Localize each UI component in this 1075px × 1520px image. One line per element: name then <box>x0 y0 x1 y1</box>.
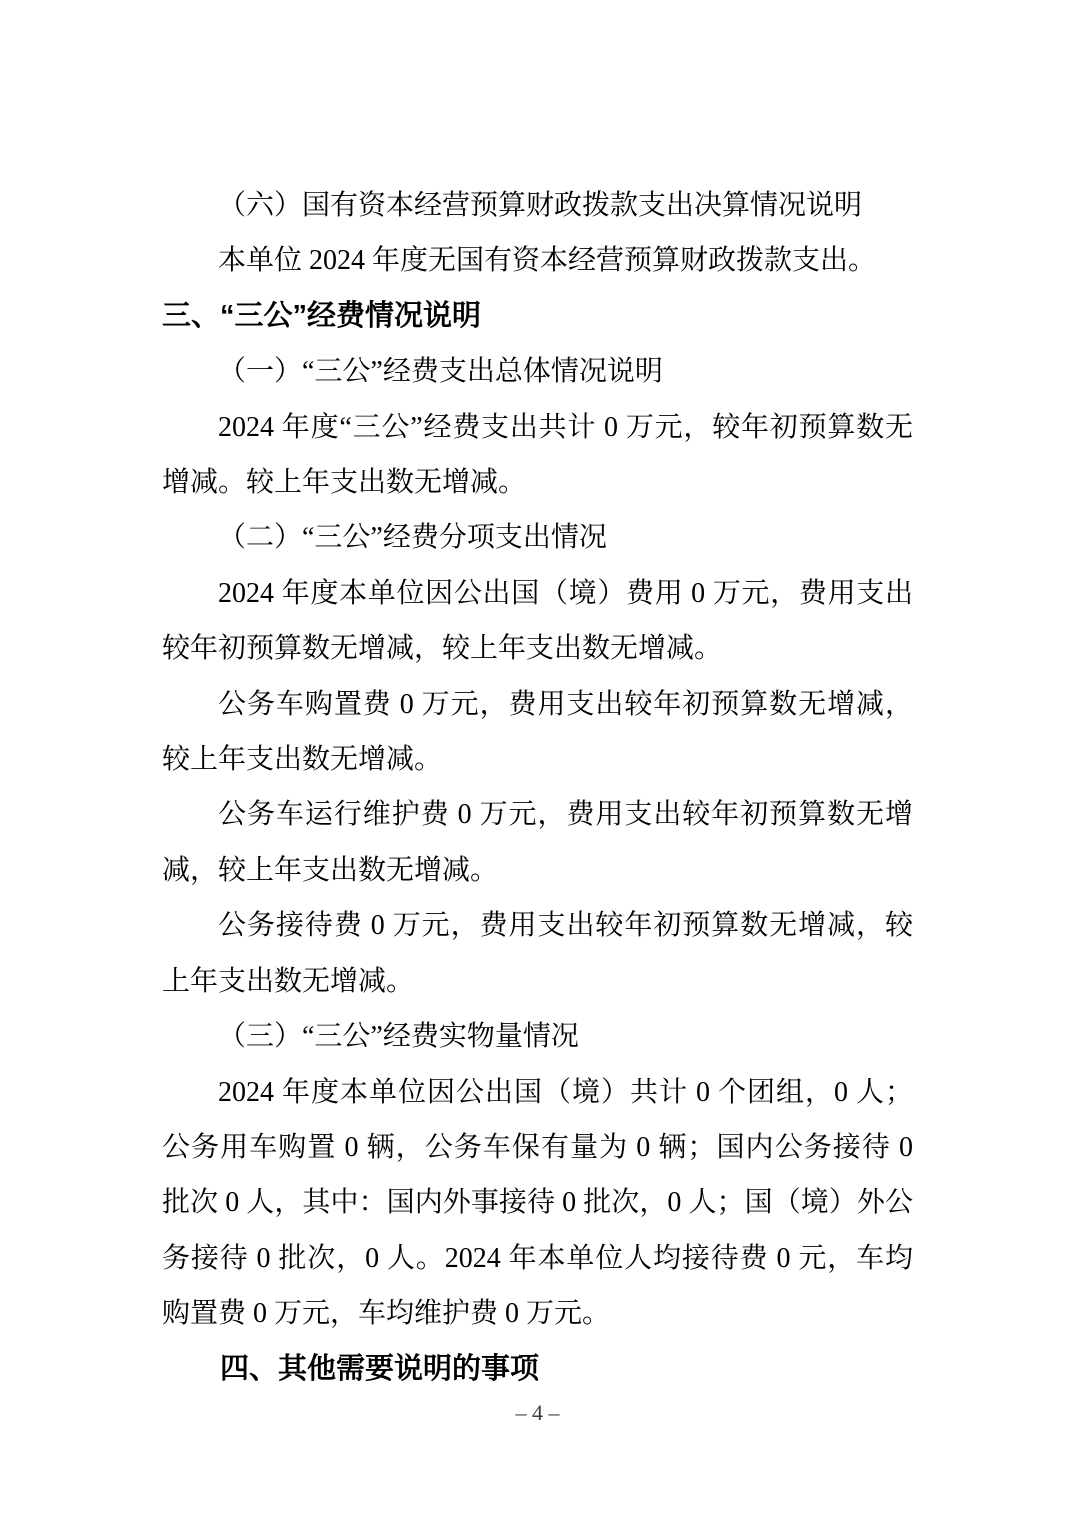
paragraph-vehicle-maintenance-expense: 公务车运行维护费 0 万元，费用支出较年初预算数无增减，较上年支出数无增减。 <box>162 799 913 886</box>
subheading-state-capital-expense: （六）国有资本经营预算财政拨款支出决算情况说明 <box>218 190 863 221</box>
page-content <box>162 178 913 1397</box>
paragraph-physical-quantity: 2024 年度本单位因公出国（境）共计 0 个团组，0 人；公务用车购置 0 辆，公务车保有量为 0 辆；国内公务接待 0 批次 0 人，其中：国内外事接待 0 批次，0 人；国（境）外公务接待 0 批次，0 人。2024 年本单位人均接待费 0 元，车均购置费 0 万元，车均维护费 0 万元。 <box>162 1076 913 1330</box>
paragraph-vehicle-purchase-expense: 公务车购置费 0 万元，费用支出较年初预算数无增减，较上年支出数无增减。 <box>162 688 913 776</box>
paragraph-state-capital-expense: 本单位 2024 年度无国有资本经营预算财政拨款支出。 <box>218 245 877 277</box>
subheading-overall-expense: （一）“三公”经费支出总体情况说明 <box>218 356 663 388</box>
subheading-itemized-expense: （二）“三公”经费分项支出情况 <box>218 522 607 554</box>
subheading-physical-quantity: （三）“三公”经费实物量情况 <box>218 1021 579 1053</box>
paragraph-reception-expense: 公务接待费 0 万元，费用支出较年初预算数无增减，较上年支出数无增减。 <box>162 910 913 997</box>
section-heading-three-public-funds: 三、“三公”经费情况说明 <box>162 299 482 332</box>
page-number: – 4 – <box>515 1400 560 1425</box>
paragraph-overall-expense: 2024 年度“三公”经费支出共计 0 万元，较年初预算数无增减。较上年支出数无增减。 <box>162 411 913 499</box>
section-heading-other-matters: 四、其他需要说明的事项 <box>220 1352 540 1385</box>
paragraph-abroad-expense: 2024 年度本单位因公出国（境）费用 0 万元，费用支出较年初预算数无增减，较上年支出数无增减。 <box>162 577 913 665</box>
